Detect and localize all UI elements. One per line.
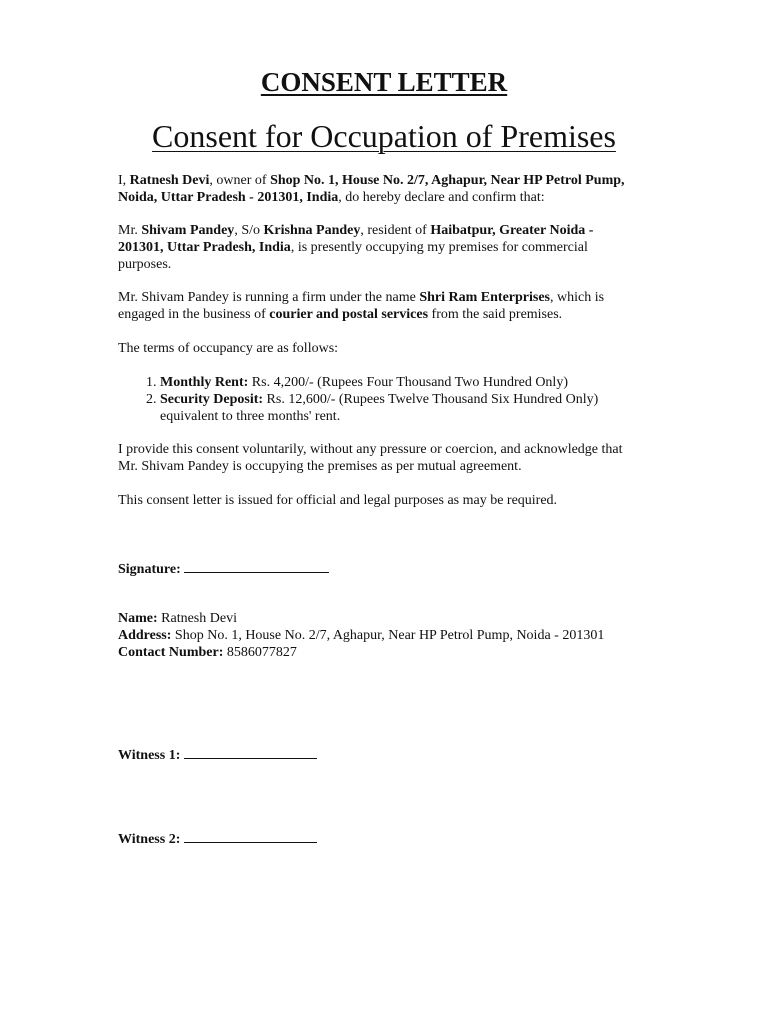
father-name: Krishna Pandey xyxy=(263,223,361,238)
witness-1-field xyxy=(118,745,317,764)
signature-field xyxy=(118,559,329,578)
business-type: courier and postal services xyxy=(269,307,429,322)
owner-name: Ratnesh Devi xyxy=(129,173,210,188)
occupant-name: Shivam Pandey xyxy=(141,223,235,238)
name-label: Name: xyxy=(118,611,158,626)
para-text: Mr. Shivam Pandey is running a firm under the name xyxy=(118,290,420,305)
para-text: , is presently occupying my premises for commercial purposes. xyxy=(118,240,588,272)
occupant-address: Haibatpur, Greater Noida - 201301, Uttar Pradesh, India xyxy=(118,223,594,255)
contact-label: Contact Number: xyxy=(118,645,224,660)
signature-label: Signature: xyxy=(118,562,181,577)
purpose-paragraph: This consent letter is issued for official and legal purposes as may be required. xyxy=(118,493,558,508)
address-field xyxy=(118,627,604,644)
address-value: Shop No. 1, House No. 2/7, Aghapur, Near HP Petrol Pump, Noida - 201301 xyxy=(171,628,605,643)
para-text: , S/o xyxy=(234,223,264,238)
list-item xyxy=(160,374,638,391)
witness-1-line xyxy=(184,745,317,759)
terms-intro: The terms of occupancy are as follows: xyxy=(118,341,339,356)
voluntary-paragraph: I provide this consent voluntarily, without any pressure or coercion, and acknowledge that Mr. Shivam Pandey is occupying the premises as per mutual agreement. xyxy=(118,442,623,474)
para-text: , which is engaged in the business of xyxy=(118,290,605,322)
term-label: Security Deposit: xyxy=(160,392,264,407)
declaration-paragraph xyxy=(118,172,638,206)
witness-2-field xyxy=(118,829,317,848)
terms-list xyxy=(118,374,638,425)
term-text: Rs. 12,600/- (Rupees Twelve Thousand Six Hundred Only) equivalent to three months' rent. xyxy=(160,392,599,424)
name-value: Ratnesh Devi xyxy=(157,611,237,626)
witness-2-line xyxy=(184,829,317,843)
owner-address: Shop No. 1, House No. 2/7, Aghapur, Near HP Petrol Pump, Noida, Uttar Pradesh - 201301, India xyxy=(118,173,625,205)
firm-name: Shri Ram Enterprises xyxy=(419,290,551,305)
signature-line xyxy=(184,559,329,573)
witness-1-label: Witness 1: xyxy=(118,748,181,763)
contact-value: 8586077827 xyxy=(223,645,297,660)
list-item xyxy=(160,391,638,425)
firm-paragraph xyxy=(118,289,638,323)
para-text: from the said premises. xyxy=(428,307,563,322)
para-text: , resident of xyxy=(360,223,431,238)
occupant-paragraph xyxy=(118,222,638,273)
term-text: Rs. 4,200/- (Rupees Four Thousand Two Hundred Only) xyxy=(248,375,568,390)
document-title: CONSENT LETTER xyxy=(260,67,508,97)
document-subtitle: Consent for Occupation of Premises xyxy=(152,118,616,154)
contact-field xyxy=(118,644,297,661)
para-text: Mr. xyxy=(118,223,142,238)
para-text: , owner of xyxy=(209,173,271,188)
name-field xyxy=(118,610,237,627)
para-text: , do hereby declare and confirm that: xyxy=(338,190,545,205)
address-label: Address: xyxy=(118,628,172,643)
witness-2-label: Witness 2: xyxy=(118,832,181,847)
term-label: Monthly Rent: xyxy=(160,375,249,390)
terms-list-block xyxy=(118,374,638,425)
para-text: I, xyxy=(118,173,130,188)
